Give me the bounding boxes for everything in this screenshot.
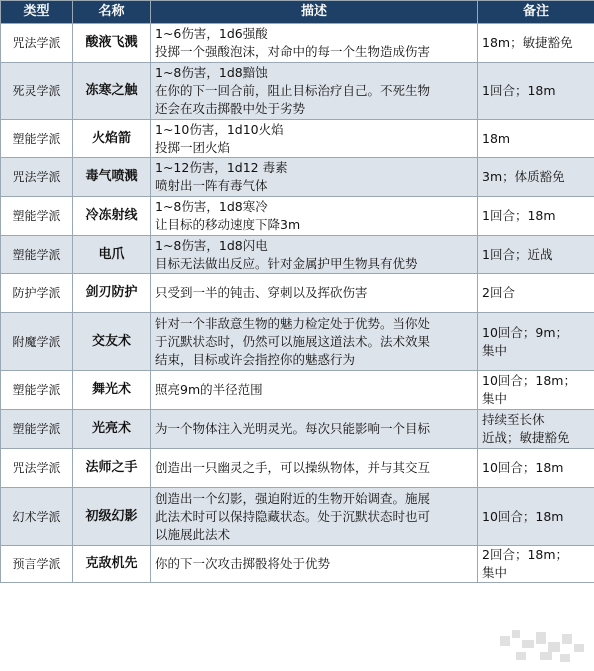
- cell-type: 死灵学派: [1, 63, 73, 120]
- note-line: 1回合；18m: [482, 83, 556, 98]
- note-line: 3m；体质豁免: [482, 169, 565, 184]
- description-line: 于沉默状态时，仍然可以施展这道法术。法术效果: [155, 333, 431, 349]
- cell-notes: [478, 120, 594, 158]
- cell-name: 法师之手: [73, 449, 151, 488]
- cell-name: 电爪: [73, 236, 151, 274]
- cell-name: 克敌机先: [73, 546, 151, 583]
- table-row: [1, 488, 594, 546]
- cell-notes: [478, 24, 594, 63]
- header-name: 名称: [73, 1, 151, 24]
- table-row: [1, 274, 594, 313]
- cell-description: [151, 197, 478, 236]
- table-body: [1, 24, 594, 583]
- cell-name: 冷冻射线: [73, 197, 151, 236]
- cell-description: [151, 63, 478, 120]
- description-line: 此法术时可以保持隐藏状态。处于沉默状态时也可: [155, 508, 431, 524]
- cell-notes: [478, 410, 594, 449]
- cell-description: [151, 158, 478, 197]
- description-line: 针对一个非敌意生物的魅力检定处于优势。当你处: [155, 315, 431, 331]
- description-line: 照亮9m的半径范围: [155, 382, 263, 397]
- cell-name: 冻寒之触: [73, 63, 151, 120]
- description-line: 投掷一团火焰: [155, 139, 231, 155]
- cell-description: [151, 488, 478, 546]
- description-line: 1~12伤害，1d12 毒素: [155, 160, 288, 175]
- note-line: 18m: [482, 130, 511, 146]
- cell-notes: [478, 274, 594, 313]
- watermark-block: [574, 644, 584, 652]
- description-line: 在你的下一回合前，阻止目标治疗自己。不死生物: [155, 83, 431, 98]
- note-line: 1回合；18m: [482, 208, 556, 223]
- note-line: 2回合；18m；: [482, 547, 569, 562]
- table-row: [1, 197, 594, 236]
- cell-type: 塑能学派: [1, 371, 73, 410]
- description-line: 创造出一只幽灵之手，可以操纵物体，并与其交互: [155, 460, 431, 475]
- watermark-block: [522, 640, 534, 648]
- watermark-block: [536, 632, 546, 644]
- table-row: [1, 24, 594, 63]
- watermark-block: [560, 654, 570, 662]
- cell-name: 酸液飞溅: [73, 24, 151, 63]
- watermark-block: [562, 634, 572, 644]
- description-line: 1~10伤害，1d10火焰: [155, 121, 284, 137]
- table-row: [1, 371, 594, 410]
- watermark-block: [516, 652, 526, 660]
- description-line: 让目标的移动速度下降3m: [155, 217, 301, 232]
- header-type: 类型: [1, 1, 73, 24]
- description-line: 只受到一半的钝击、穿刺以及挥砍伤害: [155, 285, 368, 300]
- cell-description: [151, 274, 478, 313]
- header-notes: 备注: [478, 1, 594, 24]
- description-line: 目标无法做出反应。针对金属护甲生物具有优势: [155, 255, 418, 271]
- description-line: 1~8伤害，1d8闪电: [155, 237, 268, 253]
- note-line: 18m；敏捷豁免: [482, 35, 573, 50]
- note-line: 2回合: [482, 285, 515, 300]
- cell-description: [151, 120, 478, 158]
- table-row: [1, 120, 594, 158]
- description-line: 1~8伤害，1d8黯蚀: [155, 65, 268, 80]
- cell-type: 幻术学派: [1, 488, 73, 546]
- note-line: 1回合；近战: [482, 246, 553, 262]
- cell-notes: [478, 158, 594, 197]
- note-line: 10回合；18m；: [482, 373, 576, 388]
- watermark-block: [540, 652, 552, 660]
- description-line: 为一个物体注入光明灵光。每次只能影响一个目标: [155, 421, 431, 436]
- cell-notes: [478, 488, 594, 546]
- watermark-block: [548, 642, 560, 652]
- note-line: 集中: [482, 565, 508, 580]
- table-row: [1, 410, 594, 449]
- cell-type: 咒法学派: [1, 449, 73, 488]
- table-row: [1, 449, 594, 488]
- note-line: 10回合；18m: [482, 508, 564, 524]
- cell-description: [151, 24, 478, 63]
- description-line: 1~8伤害，1d8寒冷: [155, 199, 268, 214]
- note-line: 集中: [482, 391, 508, 406]
- cell-name: 舞光术: [73, 371, 151, 410]
- table-row: [1, 158, 594, 197]
- table-row: [1, 63, 594, 120]
- table-row: [1, 313, 594, 371]
- cell-notes: [478, 63, 594, 120]
- cell-type: 防护学派: [1, 274, 73, 313]
- note-line: 10回合；18m: [482, 460, 564, 475]
- cell-name: 初级幻影: [73, 488, 151, 546]
- cell-notes: [478, 236, 594, 274]
- cell-type: 塑能学派: [1, 197, 73, 236]
- description-line: 创造出一个幻影，强迫附近的生物开始调查。施展: [155, 490, 431, 506]
- watermark-block: [512, 630, 520, 638]
- cell-name: 光亮术: [73, 410, 151, 449]
- cell-description: [151, 371, 478, 410]
- cell-name: 毒气喷溅: [73, 158, 151, 197]
- cell-notes: [478, 546, 594, 583]
- cell-description: [151, 410, 478, 449]
- cell-name: 剑刃防护: [73, 274, 151, 313]
- cell-type: 咒法学派: [1, 24, 73, 63]
- cell-type: 塑能学派: [1, 410, 73, 449]
- header-description: 描述: [151, 1, 478, 24]
- cell-description: [151, 236, 478, 274]
- description-line: 你的下一次攻击掷骰将处于优势: [155, 556, 331, 571]
- table-row: [1, 546, 594, 583]
- cell-name: 火焰箭: [73, 120, 151, 158]
- description-line: 喷射出一阵有毒气体: [155, 178, 268, 193]
- note-line: 近战；敏捷豁免: [482, 430, 570, 445]
- table-row: [1, 236, 594, 274]
- cell-notes: [478, 449, 594, 488]
- note-line: 10回合；9m；: [482, 324, 569, 340]
- description-line: 1~6伤害，1d6强酸: [155, 26, 268, 41]
- watermark-block: [500, 636, 510, 646]
- cell-type: 附魔学派: [1, 313, 73, 371]
- note-line: 持续至长休: [482, 412, 545, 427]
- table-header-row: [1, 1, 594, 24]
- cell-notes: [478, 313, 594, 371]
- description-line: 投掷一个强酸泡沫，对命中的每一个生物造成伤害: [155, 44, 431, 59]
- watermark-mosaic: [500, 622, 586, 668]
- cell-notes: [478, 371, 594, 410]
- cell-type: 塑能学派: [1, 236, 73, 274]
- description-line: 还会在攻击掷骰中处于劣势: [155, 101, 306, 116]
- note-line: 集中: [482, 342, 508, 358]
- cell-description: [151, 546, 478, 583]
- cell-notes: [478, 197, 594, 236]
- cell-name: 交友术: [73, 313, 151, 371]
- cell-type: 预言学派: [1, 546, 73, 583]
- cell-description: [151, 313, 478, 371]
- description-line: 以施展此法术: [155, 526, 231, 542]
- cell-description: [151, 449, 478, 488]
- cell-type: 咒法学派: [1, 158, 73, 197]
- cell-type: 塑能学派: [1, 120, 73, 158]
- description-line: 结束，目标或许会指控你的魅惑行为: [155, 351, 356, 367]
